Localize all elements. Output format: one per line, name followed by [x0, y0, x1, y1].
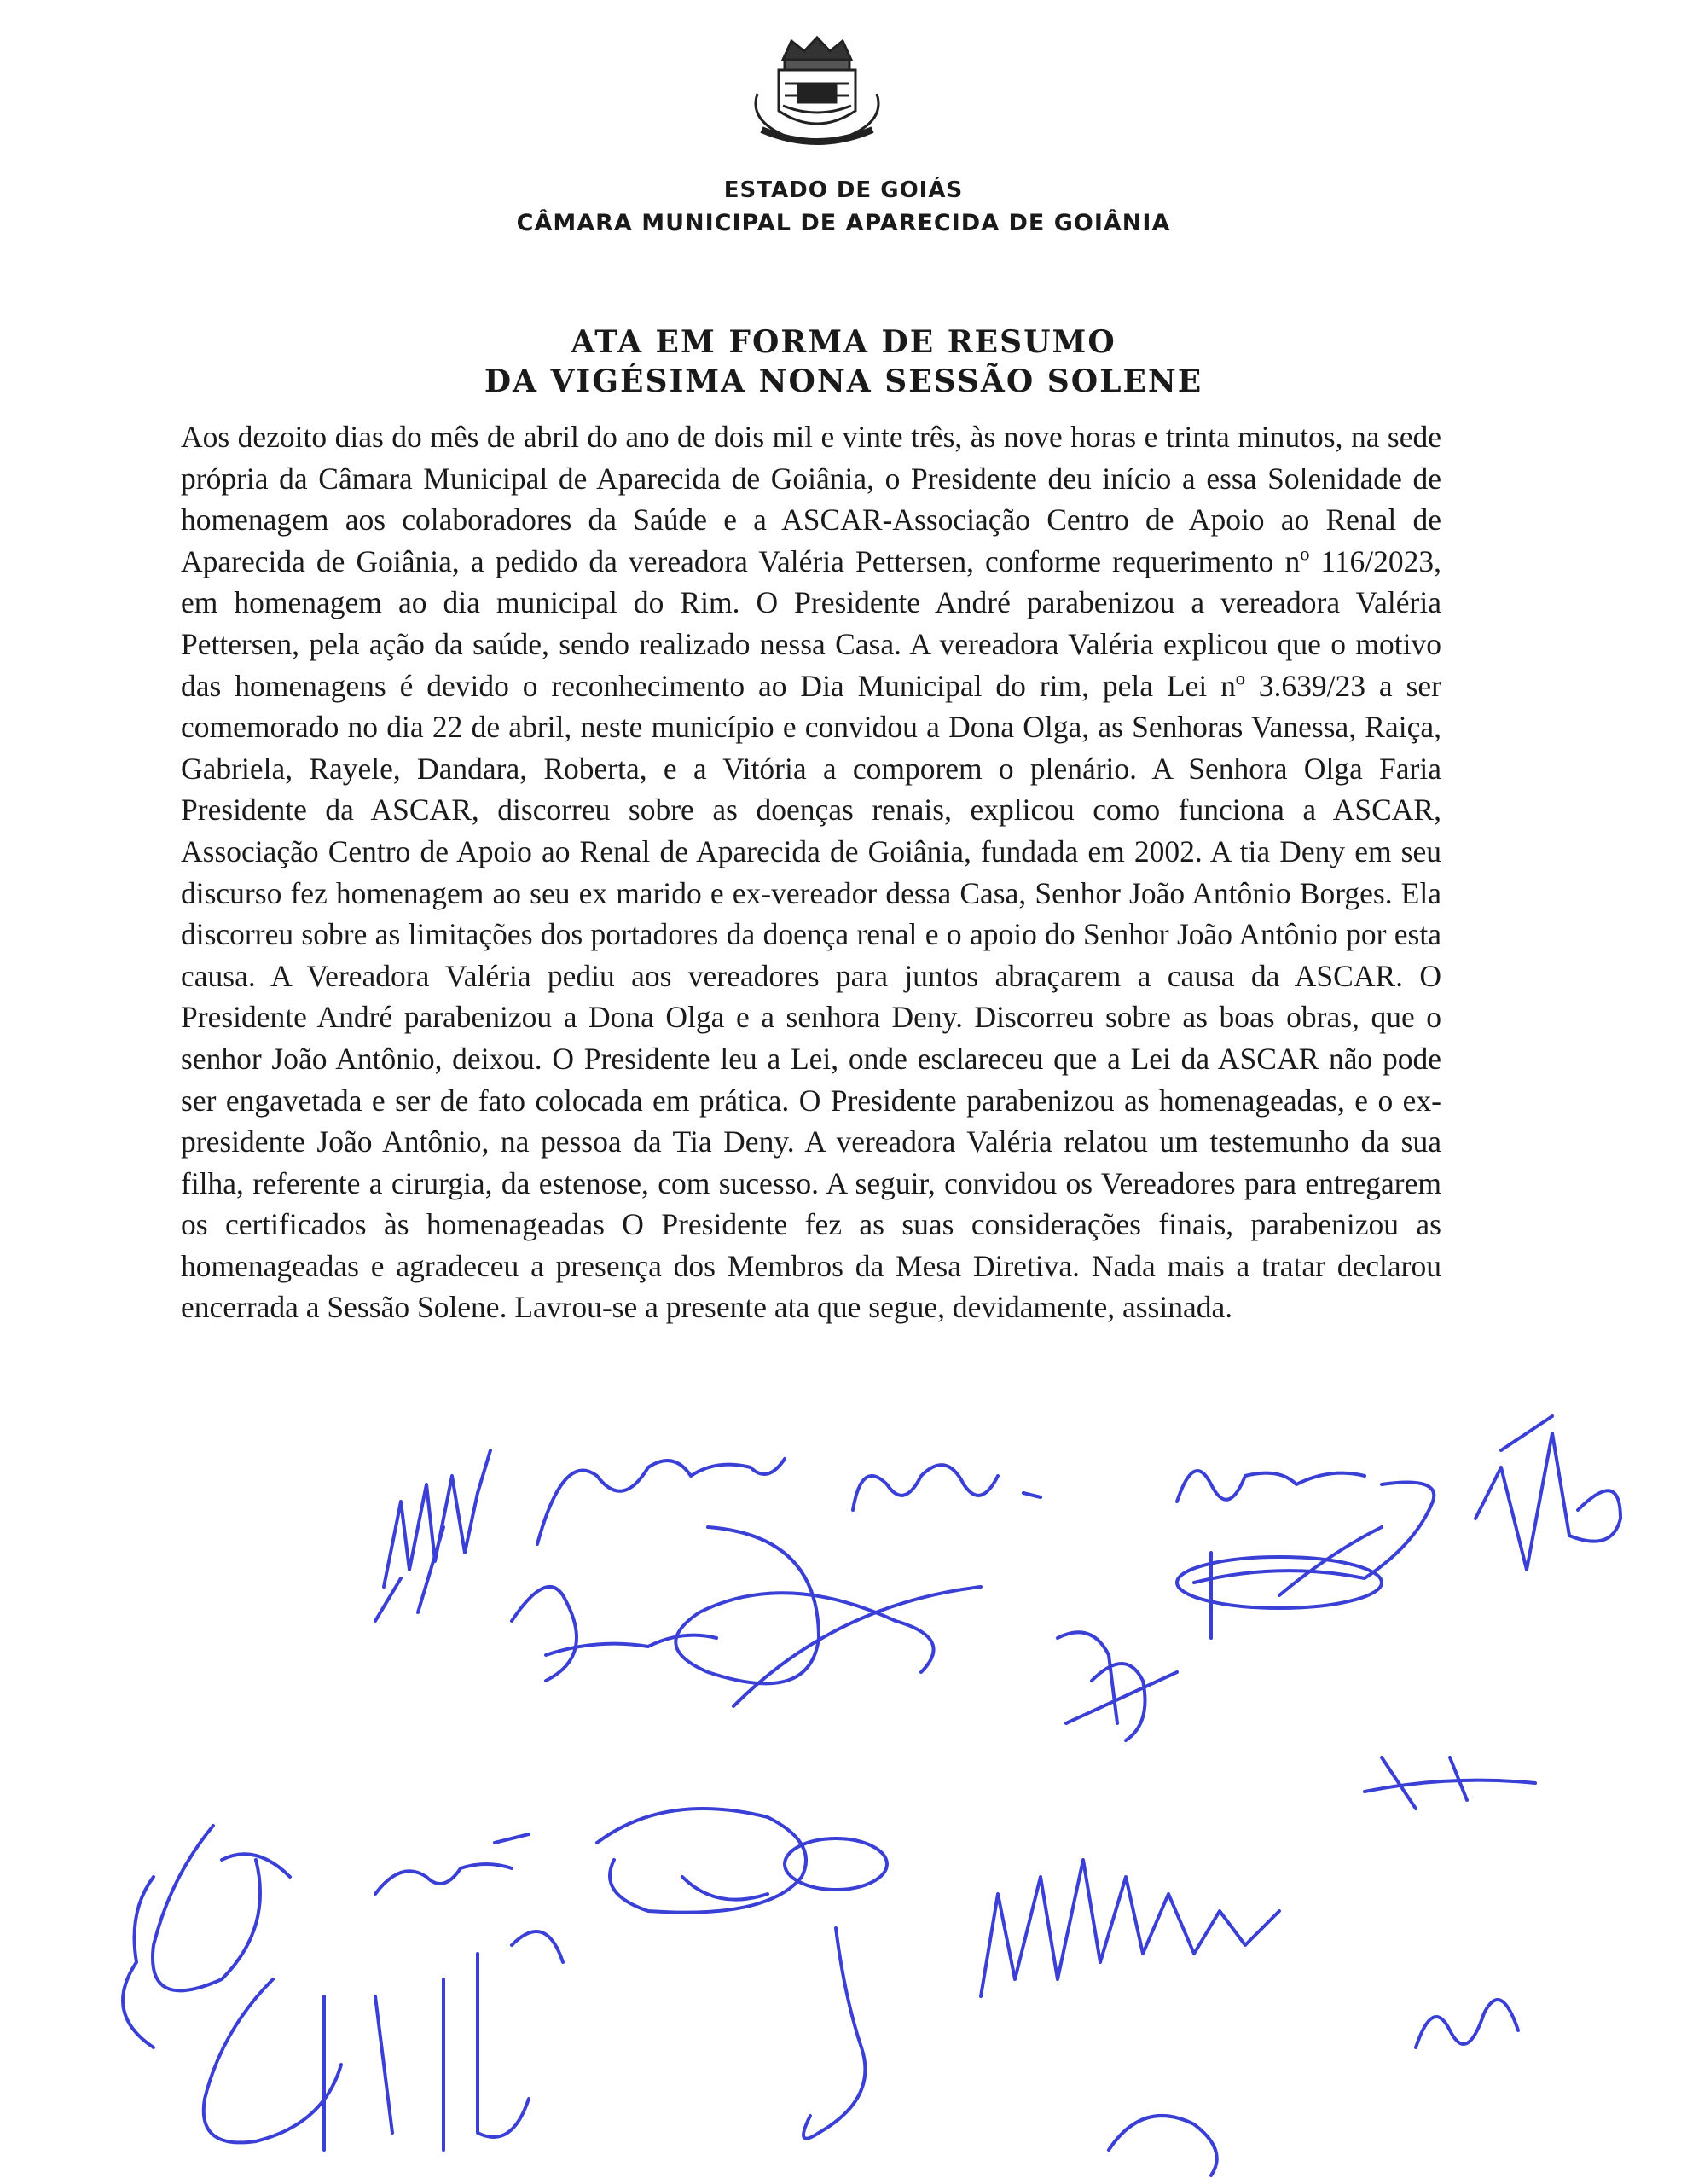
signature-10 — [375, 1834, 529, 1894]
signature-6-loop — [1177, 1557, 1382, 1608]
signature-1 — [375, 1450, 490, 1621]
signature-9 — [123, 1826, 290, 2048]
document-title-line2: DA VIGÉSIMA NONA SESSÃO SOLENE — [484, 363, 1203, 399]
signature-4 — [675, 1527, 981, 1706]
chamber-heading: CÂMARA MUNICIPAL DE APARECIDA DE GOIÂNIA — [516, 210, 1171, 236]
signature-16 — [1416, 2000, 1518, 2048]
signature-3 — [853, 1465, 1041, 1510]
signature-7 — [1475, 1416, 1620, 1570]
signature-2 — [512, 1459, 785, 1681]
minutes-body-text: Aos dezoito dias do mês de abril do ano de dois mil e vinte três, às nove horas e trinta minutos, na sede própria da Câmara Municipal de Aparecida de Goiânia, o Presidente deu início a essa Solenidade de homenagem aos colaboradores da Saúde e a ASCAR-Associação Centro de Apoio ao Renal de Aparecida de Goiânia, a pedido da vereadora Valéria Pettersen, conforme requerimento nº 116/2023, em homenagem ao dia municipal do Rim. O Presidente André parabenizou a vereadora Valéria Pettersen, pela ação da saúde, sendo realizado nessa Casa. A vereadora Valéria explicou que o motivo das homenagens é devido o reconhecimento ao Dia Municipal do rim, pela Lei nº 3.639/23 a ser comemorado no dia 22 de abril, neste município e convidou a Dona Olga, as Senhoras Vanessa, Raiça, Gabriela, Rayele, Dandara, Roberta, e a Vitória a comporem o plenário. A Senhora Olga Faria Presidente da ASCAR, discorreu sobre as doenças renais, explicou como funciona a ASCAR, Associação Centro de Apoio ao Renal de Aparecida de Goiânia, fundada em 2002. A tia Deny em seu discurso fez homenagem ao seu ex marido e ex-vereador dessa Casa, Senhor João Antônio Borges. Ela discorreu sobre as limitações dos portadores da doença renal e o apoio do Senhor João Antônio por esta causa. A Vereadora Valéria pediu aos vereadores para juntos abraçarem a causa da ASCAR. O Presidente André parabenizou a Dona Olga e a senhora Deny. Discorreu sobre as boas obras, que o senhor João Antônio, deixou. O Presidente leu a Lei, onde esclareceu que a Lei da ASCAR não pode ser engavetada e ser de fato colocada em prática. O Presidente parabenizou as homenageadas, e o ex-presidente João Antônio, na pessoa da Tia Deny. A vereadora Valéria relatou um testemunho da sua filha, referente a cirurgia, da estenose, com sucesso. A seguir, convidou os Vereadores para entregarem os certificados às homenageadas O Presidente fez as suas considerações finais, parabenizou as homenageadas e agradeceu a presença dos Membros da Mesa Diretiva. Nada mais a tratar declarou encerrada a Sessão Solene. Lavrou-se a presente ata que segue, devidamente, assinada. — [181, 420, 1441, 1325]
signature-12-loop — [785, 1838, 887, 1890]
signature-11 — [597, 1809, 806, 1913]
signature-15 — [1365, 1757, 1535, 1809]
signature-14 — [981, 1860, 1279, 1996]
signature-18 — [1109, 2116, 1217, 2175]
document-title-line1: ATA EM FORMA DE RESUMO — [571, 324, 1116, 360]
signature-17 — [204, 1931, 563, 2150]
signature-13 — [803, 1928, 865, 2139]
municipal-coat-of-arms-icon — [732, 34, 902, 154]
signature-8 — [1058, 1632, 1177, 1740]
signatures-area — [0, 1399, 1687, 2184]
state-heading: ESTADO DE GOIÁS — [723, 177, 964, 203]
